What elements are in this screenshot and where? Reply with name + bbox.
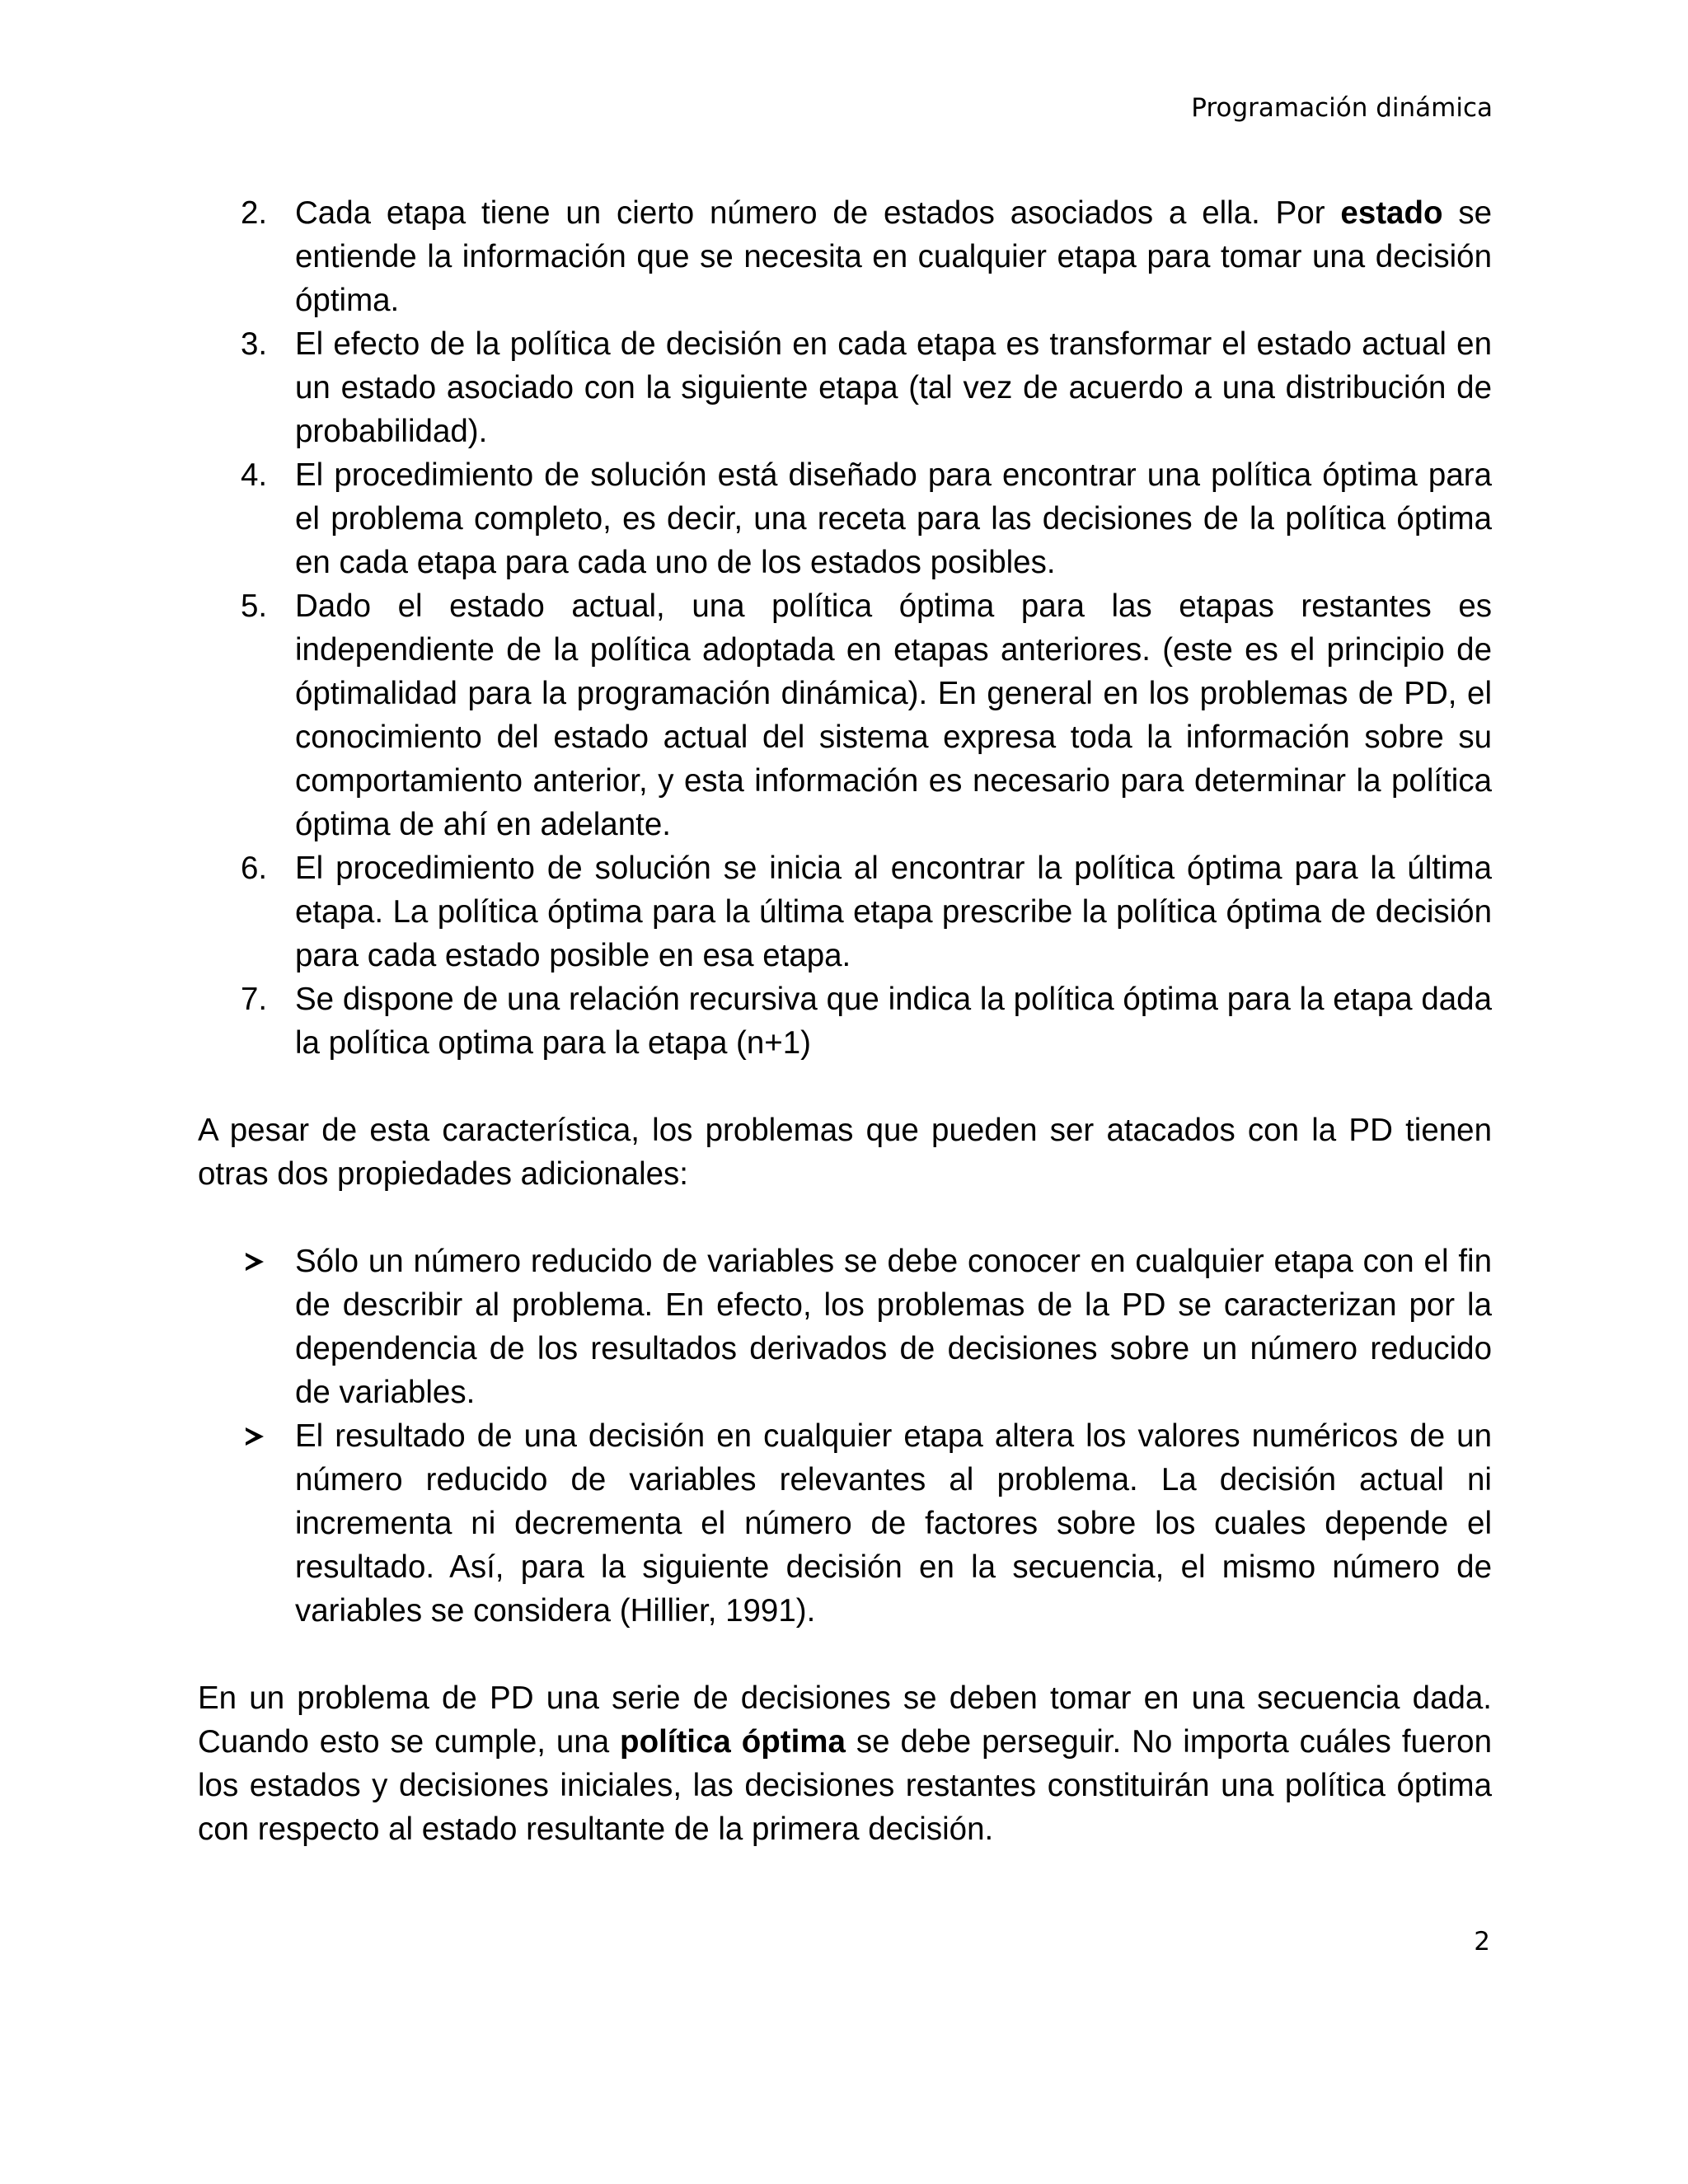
list-item bbox=[198, 453, 1492, 584]
list-item-text: El procedimiento de solución está diseñado para encontrar una política óptima para el problema completo, es decir, una receta para las decisiones de la política óptima en cada etapa para cada uno de los estados posibles. bbox=[295, 457, 1492, 580]
arrow-bullet-icon bbox=[246, 1253, 264, 1271]
numbered-list bbox=[198, 191, 1492, 1065]
paragraph-text: se debe perseguir. No importa cuáles fueron los estados y decisiones iniciales, las decisiones restantes constituirán una política óptima con respecto al estado resultante de la primera decisión. bbox=[198, 1724, 1492, 1847]
page-body bbox=[198, 191, 1492, 1851]
list-item bbox=[198, 846, 1492, 977]
bullet-item bbox=[198, 1240, 1492, 1414]
list-item-number: 6. bbox=[241, 851, 268, 886]
paragraph: A pesar de esta característica, los problemas que pueden ser atacados con la PD tienen otras dos propiedades adicionales: bbox=[198, 1113, 1492, 1192]
list-item-number: 2. bbox=[241, 195, 268, 231]
paragraph bbox=[198, 1676, 1492, 1851]
running-header: Programación dinámica bbox=[1191, 93, 1493, 123]
list-item-number: 4. bbox=[241, 457, 268, 493]
list-item-text: se entiende la información que se necesita en cualquier etapa para tomar una decisión óptima. bbox=[295, 195, 1492, 318]
list-item-text: El procedimiento de solución se inicia al encontrar la política óptima para la última etapa. La política óptima para la última etapa prescribe la política óptima de decisión para cada estado posible en esa etapa. bbox=[295, 851, 1492, 973]
list-item-text: Dado el estado actual, una política óptima para las etapas restantes es independiente de la política adoptada en etapas anteriores. (este es el principio de óptimalidad para la programación dinámica). En general en los problemas de PD, el conocimiento del estado actual del sistema expresa toda la información sobre su comportamiento anterior, y esta información es necesario para determinar la política óptima de ahí en adelante. bbox=[295, 588, 1492, 842]
list-item-number: 3. bbox=[241, 326, 268, 362]
list-item bbox=[198, 191, 1492, 322]
list-item-text: Se dispone de una relación recursiva que indica la política óptima para la etapa dada la política optima para la etapa (n+1) bbox=[295, 982, 1492, 1061]
bold-term-politica-optima: política óptima bbox=[620, 1724, 846, 1760]
list-item-number: 5. bbox=[241, 588, 268, 624]
list-item bbox=[198, 584, 1492, 846]
list-item bbox=[198, 322, 1492, 453]
paragraph-text: En un problema de PD una serie de decisiones se deben tomar en una secuencia dada. Cuando esto se cumple, una bbox=[198, 1680, 1492, 1760]
bullet-item-text: El resultado de una decisión en cualquier etapa altera los valores numéricos de un número reducido de variables relevantes al problema. La decisión actual ni incrementa ni decrementa el número de factores sobre los cuales depende el resultado. Así, para la siguiente decisión en la secuencia, el mismo número de variables se considera (Hillier, 1991). bbox=[295, 1418, 1492, 1629]
spacer bbox=[198, 1633, 1492, 1676]
page-number: 2 bbox=[1474, 1927, 1490, 1957]
arrow-bullet-list bbox=[198, 1240, 1492, 1633]
bold-term-estado: estado bbox=[1340, 195, 1443, 231]
list-item bbox=[198, 977, 1492, 1065]
bullet-item bbox=[198, 1414, 1492, 1633]
arrow-bullet-icon bbox=[246, 1427, 264, 1446]
list-item-text: El efecto de la política de decisión en cada etapa es transformar el estado actual en un estado asociado con la siguiente etapa (tal vez de acuerdo a una distribución de probabilidad). bbox=[295, 326, 1492, 449]
bullet-item-text: Sólo un número reducido de variables se debe conocer en cualquier etapa con el fin de describir al problema. En efecto, los problemas de la PD se caracterizan por la dependencia de los resultados derivados de decisiones sobre un número reducido de variables. bbox=[295, 1244, 1492, 1410]
spacer bbox=[198, 1065, 1492, 1108]
list-item-number: 7. bbox=[241, 982, 268, 1017]
spacer bbox=[198, 1196, 1492, 1240]
list-item-text: Cada etapa tiene un cierto número de estados asociados a ella. Por bbox=[295, 195, 1341, 231]
